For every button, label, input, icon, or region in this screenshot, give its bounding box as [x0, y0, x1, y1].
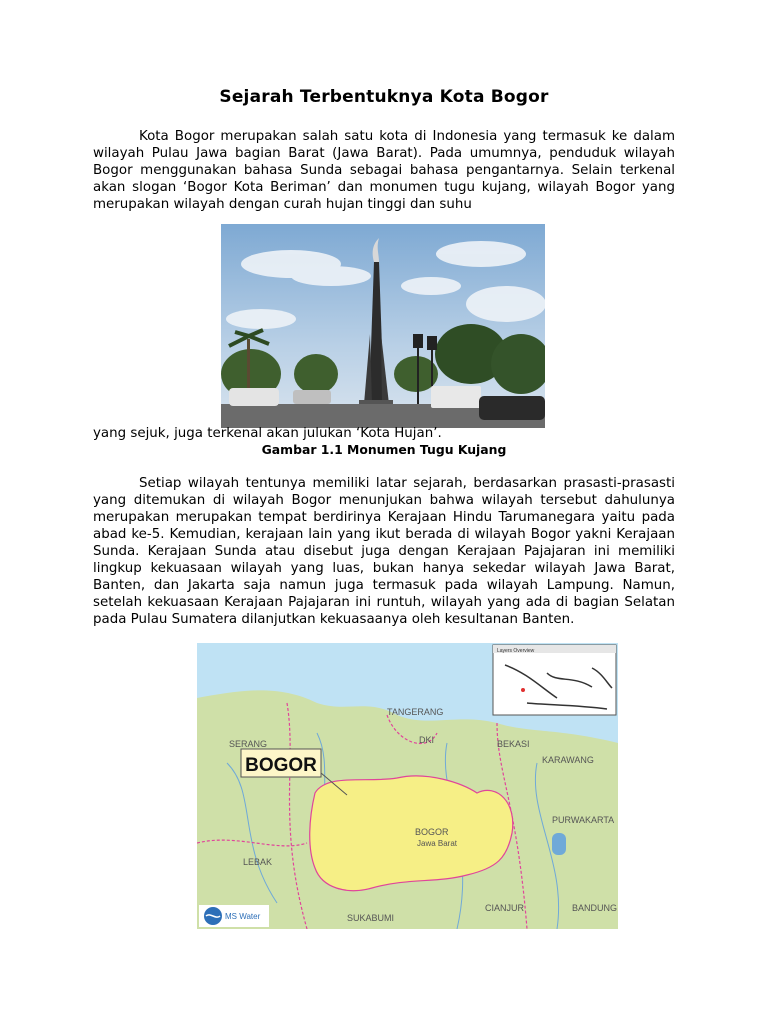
map-logo-text: MS Water — [225, 912, 261, 921]
paragraph-history-text: Setiap wilayah tentunya memiliki latar sejarah, berdasarkan prasasti-prasasti yang ditemukan di wilayah Bogor menunjukan bahwa wilayah tersebut dahulunya merupakan merupakan tempat berdirinya Kerajaan Hindu Tarumanegara yaitu pada abad ke-5. Kemudian, kerajaan lain yang ikut berada di wilayah Bogor yakni Kerajaan Sunda. Kerajaan Sunda atau disebut juga dengan Kerajaan Pajajaran ini memiliki lingkup kekuasaan wilayah yang luas, bukan hanya sekedar wilayah Jawa Barat, Banten, dan Jakarta saja namun juga termasuk pada wilayah Lampung. Namun, setelah kekuasaan Kerajaan Pajajaran ini runtuh, wilayah yang ada di bagian Selatan pada Pulau Sumatera dilanjutkan kekuasaanya oleh kesultanan Banten. — [93, 476, 675, 627]
figure-caption: Gambar 1.1 Monumen Tugu Kujang — [261, 442, 507, 457]
paragraph-intro-text: Kota Bogor merupakan salah satu kota di Indonesia yang termasuk ke dalam wilayah Pulau Jawa bagian Barat (Jawa Barat). Pada umumnya, penduduk wilayah Bogor menggunakan bahasa Sunda sebagai bahasa pengantarnya. Selain terkenal akan slogan ‘Bogor Kota Beriman’ dan monumen tugu kujang, wilayah Bogor yang merupakan wilayah dengan curah hujan tinggi dan suhu — [93, 129, 675, 212]
region-label-purwakarta: PURWAKARTA — [552, 815, 615, 825]
region-label-tangerang: TANGERANG — [387, 707, 444, 717]
tugu-kujang-photo — [221, 224, 545, 428]
map-callout-label: BOGOR — [245, 755, 317, 776]
paragraph-intro-continuation: yang sejuk, juga terkenal akan julukan ‘Kota Hujan’. — [93, 426, 442, 441]
region-label-jawa-barat: Jawa Barat — [417, 839, 458, 848]
region-label-karawang: KARAWANG — [542, 755, 594, 765]
document-title: Sejarah Terbentuknya Kota Bogor — [219, 87, 549, 107]
region-label-sukabumi: SUKABUMI — [347, 913, 395, 923]
map-overview-inset — [493, 645, 616, 715]
paragraph-history — [93, 475, 675, 628]
map-logo — [199, 905, 269, 927]
region-label-serang: SERANG — [229, 739, 268, 749]
bogor-region-map — [197, 643, 618, 929]
region-label-dki: DKI — [419, 735, 435, 745]
region-label-lebak: LEBAK — [243, 857, 273, 867]
map-overview-title: Layers Overview — [497, 648, 535, 654]
region-label-bogor: BOGOR — [415, 827, 449, 837]
map-lake — [552, 833, 566, 855]
region-label-bandung: BANDUNG — [572, 903, 618, 913]
region-label-cianjur: CIANJUR — [485, 903, 525, 913]
region-label-bekasi: BEKASI — [497, 739, 530, 749]
paragraph-intro — [93, 128, 675, 213]
